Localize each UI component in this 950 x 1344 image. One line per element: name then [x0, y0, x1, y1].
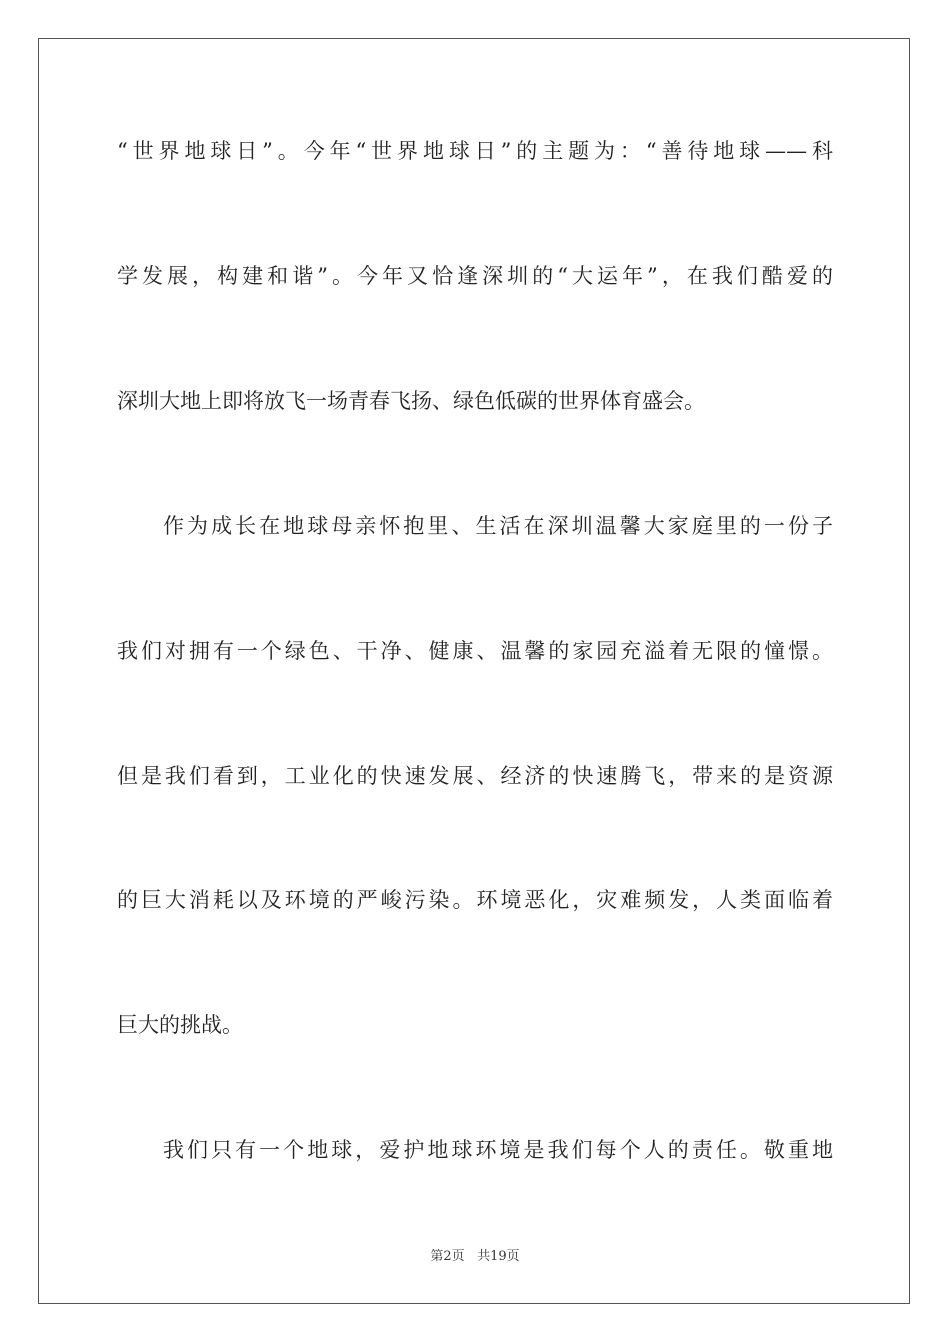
paragraph-line: 巨大的挑战。 — [117, 1013, 243, 1037]
paragraph-line: 学发展，构建和谐”。今年又恰逢深圳的“大运年”，在我们酷爱的 — [117, 264, 833, 288]
paragraph-line: 深圳大地上即将放飞一场青春飞扬、绿色低碳的世界体育盛会。 — [117, 389, 705, 413]
paragraph-line: 但是我们看到，工业化的快速发展、经济的快速腾飞，带来的是资源 — [117, 764, 833, 788]
paragraph-line: 作为成长在地球母亲怀抱里、生活在深圳温馨大家庭里的一份子 — [163, 514, 833, 538]
page-footer — [0, 1245, 950, 1264]
paragraph-line: 的巨大消耗以及环境的严峻污染。环境恶化，灾难频发，人类面临着 — [117, 888, 833, 912]
page-frame — [38, 38, 910, 1304]
paragraph-line: “世界地球日”。今年“世界地球日”的主题为：“善待地球——科 — [117, 139, 833, 163]
paragraph-line: 我们对拥有一个绿色、干净、健康、温馨的家园充溢着无限的憧憬。 — [117, 639, 833, 663]
page-total: 共19页 — [477, 1249, 520, 1264]
page-number: 第2页 — [430, 1249, 465, 1264]
paragraph-line: 我们只有一个地球，爱护地球环境是我们每个人的责任。敬重地 — [163, 1138, 833, 1162]
